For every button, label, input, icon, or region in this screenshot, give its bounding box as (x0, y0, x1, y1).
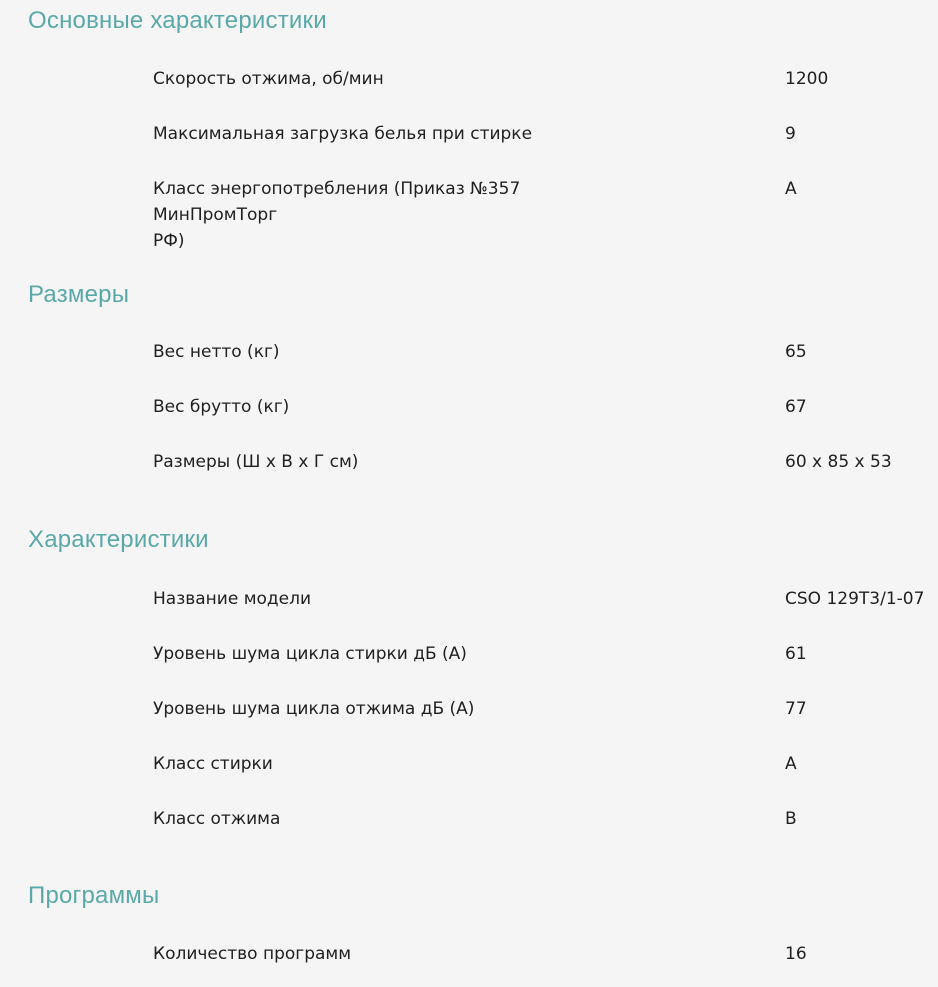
spec-label: Класс стирки (153, 754, 273, 774)
spec-value: A (785, 179, 797, 199)
spec-value: 60 x 85 x 53 (785, 452, 892, 472)
section-title-dimensions: Размеры (28, 281, 130, 308)
section-title-main-characteristics: Основные характеристики (28, 7, 327, 34)
spec-value: 65 (785, 342, 807, 362)
spec-value: B (785, 809, 797, 829)
spec-label: Класс отжима (153, 809, 281, 829)
spec-label: Вес брутто (кг) (153, 397, 290, 417)
spec-label: Размеры (Ш х В х Г см) (153, 452, 359, 472)
section-title-characteristics: Характеристики (28, 526, 209, 553)
spec-value: 61 (785, 644, 807, 664)
spec-label: Уровень шума цикла стирки дБ (А) (153, 644, 467, 664)
spec-label: Уровень шума цикла отжима дБ (А) (153, 699, 475, 719)
spec-label: Количество программ (153, 944, 352, 964)
spec-label: Максимальная загрузка белья при стирке (153, 124, 533, 144)
spec-value: A (785, 754, 797, 774)
spec-value: 77 (785, 699, 807, 719)
spec-value: 9 (785, 124, 796, 144)
spec-label: Вес нетто (кг) (153, 342, 280, 362)
spec-value: 67 (785, 397, 807, 417)
spec-value: 16 (785, 944, 807, 964)
spec-label: Скорость отжима, об/мин (153, 69, 384, 89)
spec-value: CSO 129T3/1-07 (785, 589, 925, 609)
spec-label: Класс энергопотребления (Приказ №357 МинПромТорг РФ) (153, 179, 521, 251)
section-title-programs: Программы (28, 882, 160, 909)
spec-value: 1200 (785, 69, 829, 89)
spec-label: Название модели (153, 589, 312, 609)
